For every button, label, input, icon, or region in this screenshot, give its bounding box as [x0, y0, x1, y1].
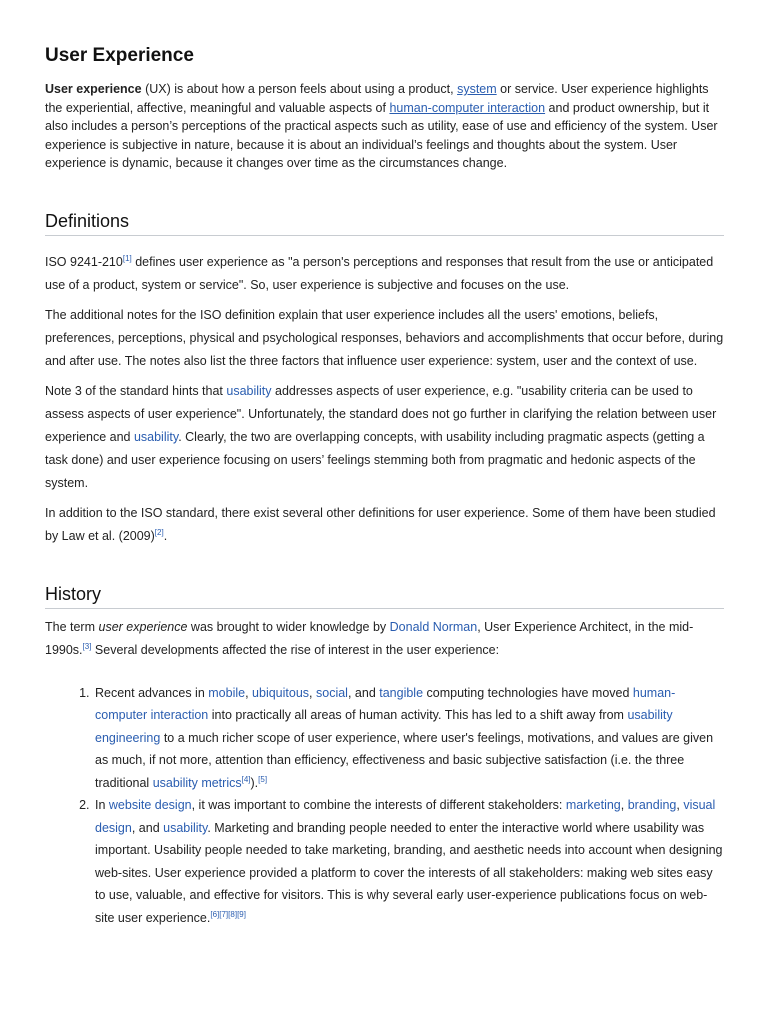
- definitions-section: [45, 209, 724, 548]
- link-system[interactable]: system: [457, 82, 497, 96]
- bold-term: User experience: [45, 82, 142, 96]
- ref-1[interactable]: [1]: [122, 253, 132, 263]
- link-human-computer-interaction[interactable]: human-computer interaction: [95, 685, 676, 722]
- link-mobile[interactable]: mobile: [208, 685, 246, 700]
- link-tangible[interactable]: tangible: [379, 685, 424, 700]
- definitions-paragraph-1: ISO 9241-210[1] defines user experience as "a person's perceptions and responses that result from the use or anticipated use of a product, system or service". So, user experience is subjective and focuses on the use.: [45, 253, 714, 292]
- page-title: User Experience: [45, 45, 194, 66]
- link-branding[interactable]: branding: [627, 798, 677, 812]
- definitions-heading: Definitions: [45, 209, 724, 236]
- link-ubiquitous[interactable]: ubiquitous: [252, 685, 310, 700]
- definitions-paragraph-3: Note 3 of the standard hints that usability addresses aspects of user experience, e.g. "usability criteria can be used to assess aspects of user experience". Unfortunately, the standard does not go further in clarifying the relation between user experience and usability. Clearly, the two are overlapping concepts, with usability including pragmatic aspects (getting a task done) and user experience focusing on users’ feelings stemming both from pragmatic and hedonic aspects of the system.: [45, 383, 717, 490]
- link-human-computer-interaction[interactable]: human-computer interaction: [389, 100, 546, 115]
- link-usability[interactable]: usability: [133, 429, 179, 444]
- link-usability-metrics[interactable]: usability metrics: [152, 775, 242, 790]
- ref-3[interactable]: [3]: [82, 641, 92, 651]
- list-item: 2. In website design, it was important to combine the interests of different stakeholders: marketing, branding, visual design, and usability. Marketing and branding people needed to enter the interactive world where usability was important. Usability people needed to take marketing, branding, and aesthetic needs into account when designing web-sites. User experience provided a platform to cover the interests of all stakeholders: making web sites easy to use, valuable, and effective for visitors. This is why several early user-experience publications focus on web-site user experience.[6][7][8][9]: [93, 794, 724, 929]
- ref-7[interactable]: [7]: [219, 909, 229, 919]
- link-marketing[interactable]: marketing: [565, 798, 621, 812]
- link-donald-norman[interactable]: Donald Norman: [389, 619, 478, 634]
- intro-paragraph: User experience (UX) is about how a person feels about using a product, system or service. User experience highlights the experiential, affective, meaningful and valuable aspects of human-computer interaction and product ownership, but it also includes a person’s perceptions of the practical aspects such as utility, ease of use and efficiency of the system. User experience is subjective in nature, because it is about an individual’s feelings and thoughts about the system. User experience is dynamic, because it changes over time as the circumstances change.: [45, 82, 718, 170]
- link-visual-design[interactable]: visual design: [95, 798, 716, 835]
- history-paragraph-1: The term user experience was brought to wider knowledge by Donald Norman, User Experience Architect, in the mid-1990s.[3] Several developments affected the rise of interest in the user experience:: [45, 619, 694, 657]
- ref-8[interactable]: [8]: [228, 909, 238, 919]
- history-heading: History: [45, 582, 724, 609]
- history-list: [45, 682, 724, 930]
- list-item: 1. Recent advances in mobile, ubiquitous, social, and tangible computing technologies have moved human-computer interaction into practically all areas of human activity. This has led to a shift away from usability engineering to a much richer scope of user experience, where user's feelings, motivations, and values are given as much, if not more, attention than efficiency, effectiveness and basic subjective satisfaction (i.e. the three traditional usability metrics[4]).[5]: [93, 682, 724, 795]
- ref-9[interactable]: [9]: [237, 909, 246, 919]
- ref-4[interactable]: [4]: [241, 774, 251, 784]
- definitions-paragraph-2: The additional notes for the ISO definition explain that user experience includes all the users' emotions, beliefs, preferences, perceptions, physical and psychological responses, behaviors and accomplishments that occur before, during and after use. The notes also list the three factors that influence user experience: system, user and the context of use.: [45, 307, 724, 368]
- link-usability[interactable]: usability: [226, 383, 272, 398]
- history-section: [45, 582, 724, 930]
- ref-6[interactable]: [6]: [210, 909, 220, 919]
- definitions-paragraph-4: In addition to the ISO standard, there exist several other definitions for user experience. Some of them have been studied by Law et al. (2009)[2].: [45, 505, 716, 543]
- link-social[interactable]: social: [316, 685, 348, 700]
- link-usability-engineering[interactable]: usability engineering: [95, 708, 673, 745]
- ref-2[interactable]: [2]: [154, 527, 164, 537]
- link-website-design[interactable]: website design: [108, 798, 192, 812]
- ref-5[interactable]: [5]: [258, 774, 268, 784]
- link-usability[interactable]: usability: [163, 820, 208, 835]
